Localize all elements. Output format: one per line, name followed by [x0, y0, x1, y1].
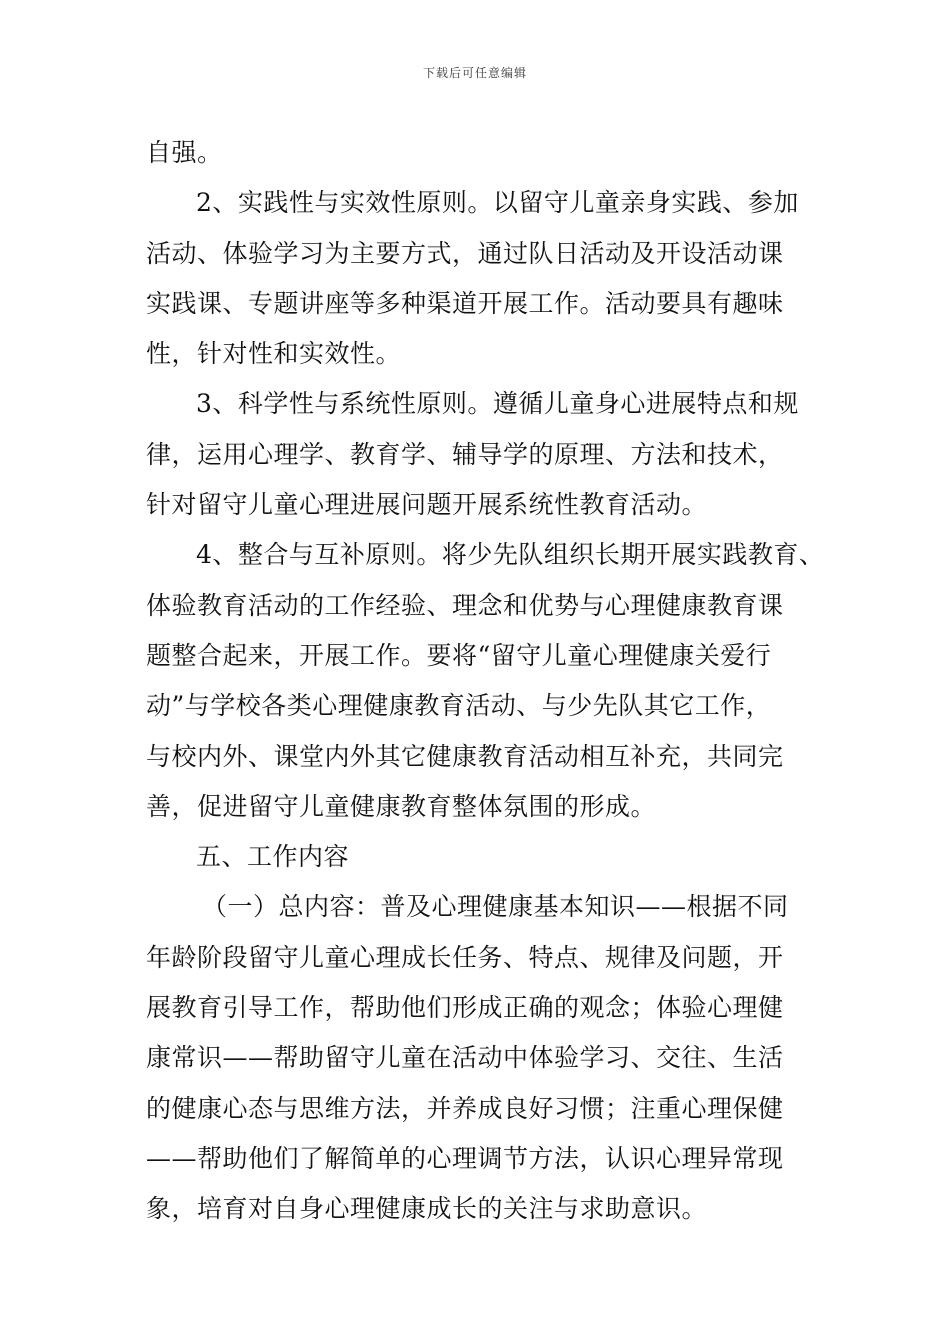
text-line: 实践课、专题讲座等多种渠道开展工作。活动要具有趣味 [146, 288, 784, 318]
text-line: 善，促进留守儿童健康教育整体氛围的形成。 [146, 791, 657, 821]
text-line: 动”与学校各类心理健康教育活动、与少先队其它工作， [146, 691, 772, 721]
text-line: 性，针对性和实效性。 [146, 339, 402, 369]
paragraph-first-line: （一）总内容：普及心理健康基本知识——根据不同 [202, 892, 789, 922]
text-line: 题整合起来，开展工作。要将“留守儿童心理健康关爱行 [146, 640, 772, 670]
text-line: 体验教育活动的工作经验、理念和优势与心理健康教育课 [146, 590, 784, 620]
text-line: 针对留守儿童心理进展问题开展系统性教育活动。 [146, 490, 708, 520]
text-line: 象，培育对自身心理健康成长的关注与求助意识。 [146, 1194, 708, 1224]
paragraph-first-line: 3、科学性与系统性原则。遵循儿童身心进展特点和规 [196, 389, 799, 419]
page-header: 下载后可任意编辑 [422, 66, 527, 80]
text-line: 律，运用心理学、教育学、辅导学的原理、方法和技术， [146, 439, 784, 469]
text-line: 自强。 [146, 138, 223, 167]
paragraph-first-line: 2、实践性与实效性原则。以留守儿童亲身实践、参加 [196, 188, 799, 218]
text-line: 展教育引导工作，帮助他们形成正确的观念；体验心理健 [146, 993, 784, 1023]
text-line: 活动、体验学习为主要方式，通过队日活动及开设活动课 [146, 238, 784, 268]
text-line: 与校内外、课堂内外其它健康教育活动相互补充，共同完 [146, 741, 784, 771]
text-line: 康常识——帮助留守儿童在活动中体验学习、交往、生活 [146, 1043, 784, 1073]
text-line: 年龄阶段留守儿童心理成长任务、特点、规律及问题，开 [146, 942, 784, 972]
text-line: 的健康心态与思维方法，并养成良好习惯；注重心理保健 [146, 1093, 784, 1123]
paragraph-first-line: 4、整合与互补原则。将少先队组织长期开展实践教育、 [196, 540, 825, 570]
section-heading: 五、工作内容 [196, 842, 350, 872]
text-line: ——帮助他们了解简单的心理调节方法，认识心理异常现 [146, 1143, 784, 1173]
document-body [146, 128, 825, 1235]
